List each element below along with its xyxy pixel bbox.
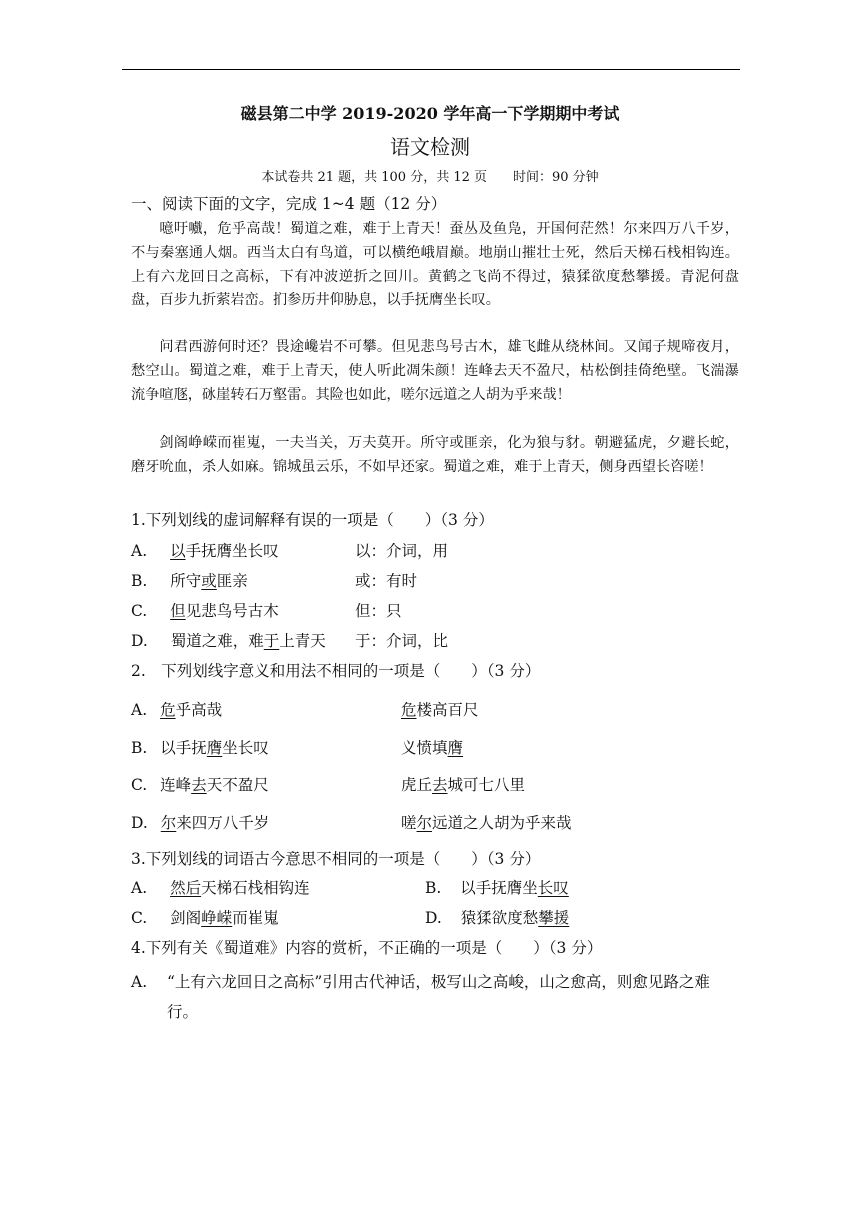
underlined-word: 尔 bbox=[416, 814, 433, 832]
q2-option-d bbox=[131, 811, 269, 833]
q3-option-a bbox=[131, 876, 310, 898]
underlined-word: 长叹 bbox=[537, 879, 569, 897]
q1-stem: 1.下列划线的虚词解释有误的一项是（ ）（3 分） bbox=[131, 511, 494, 529]
underlined-word: 危 bbox=[401, 701, 417, 719]
passage-paragraph-2: 问君西游何时还？畏途巉岩不可攀。但见悲鸟号古木，雄飞雌从绕林间。又闻子规啼夜月，愁空山。蜀道之难，难于上青天，使人听此凋朱颜！连峰去天不盈尺，枯松倒挂倚绝壁。飞湍瀑流争喧豗，砯崖转石万壑雷。其险也如此，嗟尔远道之人胡为乎来哉！ bbox=[131, 339, 739, 403]
option-text: “上有六龙回日之高标”引用古代神话，极写山之高峻，山之愈高，则愈见路之难行。 bbox=[167, 973, 710, 1021]
underlined-word: 然后 bbox=[170, 879, 202, 897]
q2-option-a-right bbox=[401, 698, 479, 720]
underlined-word: 峥嵘 bbox=[201, 909, 233, 927]
passage-paragraph-3: 剑阁峥嵘而崔嵬，一夫当关，万夫莫开。所守或匪亲，化为狼与豺。朝避猛虎，夕避长蛇，磨牙吮血，杀人如麻。锦城虽云乐，不如早还家。蜀道之难，难于上青天，侧身西望长咨嗟！ bbox=[131, 435, 739, 475]
top-rule bbox=[122, 69, 740, 70]
underlined-word: 但 bbox=[170, 602, 186, 620]
exam-title: 磁县第二中学 2019-2020 学年高一下学期期中考试 bbox=[240, 104, 620, 123]
underlined-word: 或 bbox=[201, 572, 217, 590]
underlined-word: 膺 bbox=[447, 739, 464, 757]
q4-option-a bbox=[131, 967, 736, 1027]
option-text: 城可七八里 bbox=[447, 776, 526, 794]
option-text: 猿猱欲度愁 bbox=[460, 909, 539, 927]
option-text: 手抚膺坐长叹 bbox=[185, 542, 279, 560]
option-text: 剑阁 bbox=[170, 909, 202, 927]
option-text: 连峰 bbox=[160, 776, 192, 794]
underlined-word: 去 bbox=[432, 776, 448, 794]
option-label: B. bbox=[131, 572, 148, 590]
option-text: 远道之人胡为乎来哉 bbox=[432, 814, 572, 832]
option-text: 蜀道之难，难 bbox=[170, 632, 264, 650]
section-heading: 一、阅读下面的文字，完成 1~4 题（12 分） bbox=[131, 195, 447, 213]
q1-option-d-explanation: 于：介词，比 bbox=[355, 632, 449, 650]
option-text: 以手抚 bbox=[160, 739, 207, 757]
option-text: 乎高哉 bbox=[175, 701, 223, 719]
q2-stem: 2. 下列划线字意义和用法不相同的一项是（ ）（3 分） bbox=[131, 662, 541, 680]
option-label: A. bbox=[131, 542, 148, 560]
q2-option-b-right bbox=[401, 736, 463, 758]
underlined-word: 于 bbox=[263, 632, 280, 650]
q2-option-c-right bbox=[401, 773, 525, 795]
option-label: A. bbox=[131, 701, 148, 719]
option-label: D. bbox=[131, 814, 148, 832]
exam-info: 本试卷共 21 题，共 100 分，共 12 页 时间：90 分钟 bbox=[261, 170, 599, 185]
option-text: 以手抚膺坐 bbox=[460, 879, 538, 897]
q1-option-b bbox=[131, 569, 248, 591]
q3-option-b bbox=[425, 876, 569, 898]
q1-option-a bbox=[131, 539, 279, 561]
option-label: C. bbox=[131, 776, 148, 794]
q2-option-b bbox=[131, 736, 269, 758]
underlined-word: 去 bbox=[191, 776, 207, 794]
underlined-word: 膺 bbox=[206, 739, 223, 757]
option-label: B. bbox=[131, 739, 148, 757]
option-text: 义愤填 bbox=[401, 739, 448, 757]
q1-option-b-explanation: 或：有时 bbox=[355, 572, 418, 590]
q3-stem: 3.下列划线的词语古今意思不相同的一项是（ ）（3 分） bbox=[131, 850, 541, 868]
option-text: 匪亲 bbox=[216, 572, 248, 590]
option-text: 坐长叹 bbox=[222, 739, 269, 757]
option-text: 天梯石栈相钩连 bbox=[201, 879, 310, 897]
option-label: A. bbox=[131, 879, 148, 897]
underlined-word: 危 bbox=[160, 701, 176, 719]
passage-paragraph-1: 噫吁嚱，危乎高哉！蜀道之难，难于上青天！蚕丛及鱼凫，开国何茫然！尔来四万八千岁，不与秦塞通人烟。西当太白有鸟道，可以横绝峨眉巅。地崩山摧壮士死，然后天梯石栈相钩连。上有六龙回日之高标，下有冲波逆折之回川。黄鹤之飞尚不得过，猿猱欲度愁攀援。青泥何盘盘，百步九折萦岩峦。扪参历井仰胁息，以手抚膺坐长叹。 bbox=[131, 221, 739, 309]
option-text: 楼高百尺 bbox=[416, 701, 479, 719]
option-label: A. bbox=[131, 973, 148, 991]
q2-option-a bbox=[131, 698, 222, 720]
underlined-word: 尔 bbox=[160, 814, 177, 832]
q1-option-d bbox=[131, 629, 326, 651]
underlined-word: 以 bbox=[170, 542, 186, 560]
option-text: 天不盈尺 bbox=[206, 776, 269, 794]
option-text: 虎丘 bbox=[401, 776, 433, 794]
option-text: 见悲鸟号古木 bbox=[185, 602, 279, 620]
underlined-word: 攀援 bbox=[538, 909, 570, 927]
exam-subtitle: 语文检测 bbox=[390, 135, 470, 159]
option-label: D. bbox=[425, 909, 442, 927]
option-text: 来四万八千岁 bbox=[176, 814, 270, 832]
q1-option-c-explanation: 但：只 bbox=[355, 602, 402, 620]
option-text: 所守 bbox=[170, 572, 202, 590]
option-text: 嗟 bbox=[401, 814, 417, 832]
option-label: B. bbox=[425, 879, 442, 897]
q3-option-d bbox=[425, 906, 569, 928]
q1-option-a-explanation: 以：介词，用 bbox=[355, 542, 449, 560]
option-label: C. bbox=[131, 909, 148, 927]
q4-stem: 4.下列有关《蜀道难》内容的赏析，不正确的一项是（ ）（3 分） bbox=[131, 939, 603, 957]
q1-option-c bbox=[131, 599, 279, 621]
option-label: C. bbox=[131, 602, 148, 620]
q2-option-c bbox=[131, 773, 269, 795]
q3-option-c bbox=[131, 906, 279, 928]
option-text: 上青天 bbox=[279, 632, 326, 650]
option-label: D. bbox=[131, 632, 148, 650]
q2-option-d-right bbox=[401, 811, 572, 833]
option-text: 而崔嵬 bbox=[232, 909, 279, 927]
